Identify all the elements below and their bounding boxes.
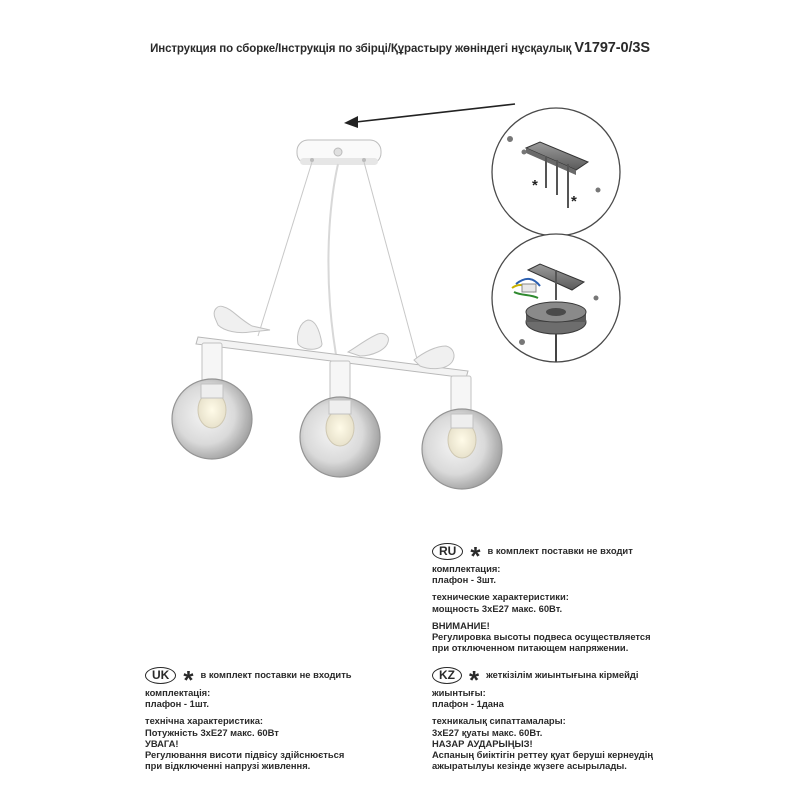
asterisk-icon: * (470, 541, 481, 571)
uk-note: в комплект поставки не входить (200, 669, 352, 681)
asterisk-icon: * (183, 665, 194, 695)
asterisk-icon: * (571, 193, 577, 210)
uk-warning-line2: при відключенні напрузі живлення. (145, 760, 311, 772)
ru-note: в комплект поставки не входит (487, 545, 633, 557)
kz-warning-line2: ажыратылуы кезінде жүзеге асырылады. (432, 760, 627, 772)
uk-tech-label: технічна характеристика: (145, 715, 264, 727)
arrow-icon (344, 104, 515, 128)
kz-kit-value: плафон - 1дана (432, 698, 504, 710)
kz-warning-line1: Аспаның биіктігін реттеу қуат беруші кернеудің (432, 749, 654, 761)
kz-badge: KZ (432, 667, 462, 684)
lamp-shade-left (172, 343, 252, 459)
kz-warning-label: НАЗАР АУДАРЫҢЫЗ! (432, 737, 533, 749)
uk-badge: UK (145, 667, 176, 684)
suspension-cables (258, 162, 420, 370)
ru-warning-line2: при отключенном питающем напряжении. (432, 642, 629, 654)
ru-badge: RU (432, 543, 463, 560)
ru-tech-label: технические характеристики: (432, 591, 569, 603)
uk-section (145, 666, 352, 771)
wiring-detail (492, 234, 620, 362)
kz-header (432, 665, 653, 695)
uk-warning-label: УВАГА! (145, 737, 179, 749)
uk-kit-label: комплектація: (145, 687, 211, 698)
lamp-shade-middle (300, 361, 380, 477)
kz-tech-label: техникалық сипаттамалары: (432, 715, 566, 727)
ru-kit-label: комплектация: (432, 563, 501, 574)
uk-kit-value: плафон - 1шт. (145, 698, 210, 710)
kz-kit-label: жиынтығы: (432, 687, 486, 698)
ru-section (432, 542, 651, 653)
kz-note: жеткізілім жиынтығына кірмейді (486, 669, 639, 681)
kz-section (432, 666, 653, 771)
title-text: Инструкция по сборке/Інструкція по збірці/Құрастыру жөніндегі нұсқаулық (150, 43, 572, 55)
ru-warning-line1: Регулировка высоты подвеса осуществляется (432, 631, 651, 643)
asterisk-icon: * (469, 665, 480, 695)
bracket-detail (492, 108, 620, 236)
kz-tech-value: 3хЕ27 қуаты макс. 60Вт. (432, 726, 543, 738)
uk-tech-value: Потужність 3хЕ27 макс. 60Вт (145, 726, 279, 738)
asterisk-icon: * (532, 177, 538, 194)
ru-kit-value: плафон - 3шт. (432, 574, 497, 586)
lamp-shade-right (422, 376, 502, 489)
ru-warning-label: ВНИМАНИЕ! (432, 619, 490, 631)
uk-warning-line1: Регулювання висоти підвісу здійснюється (145, 749, 345, 761)
ru-tech-value: мощность 3хЕ27 макс. 60Вт. (432, 602, 563, 614)
model-number: V1797-0/3S (574, 40, 650, 56)
canopy (297, 140, 381, 165)
